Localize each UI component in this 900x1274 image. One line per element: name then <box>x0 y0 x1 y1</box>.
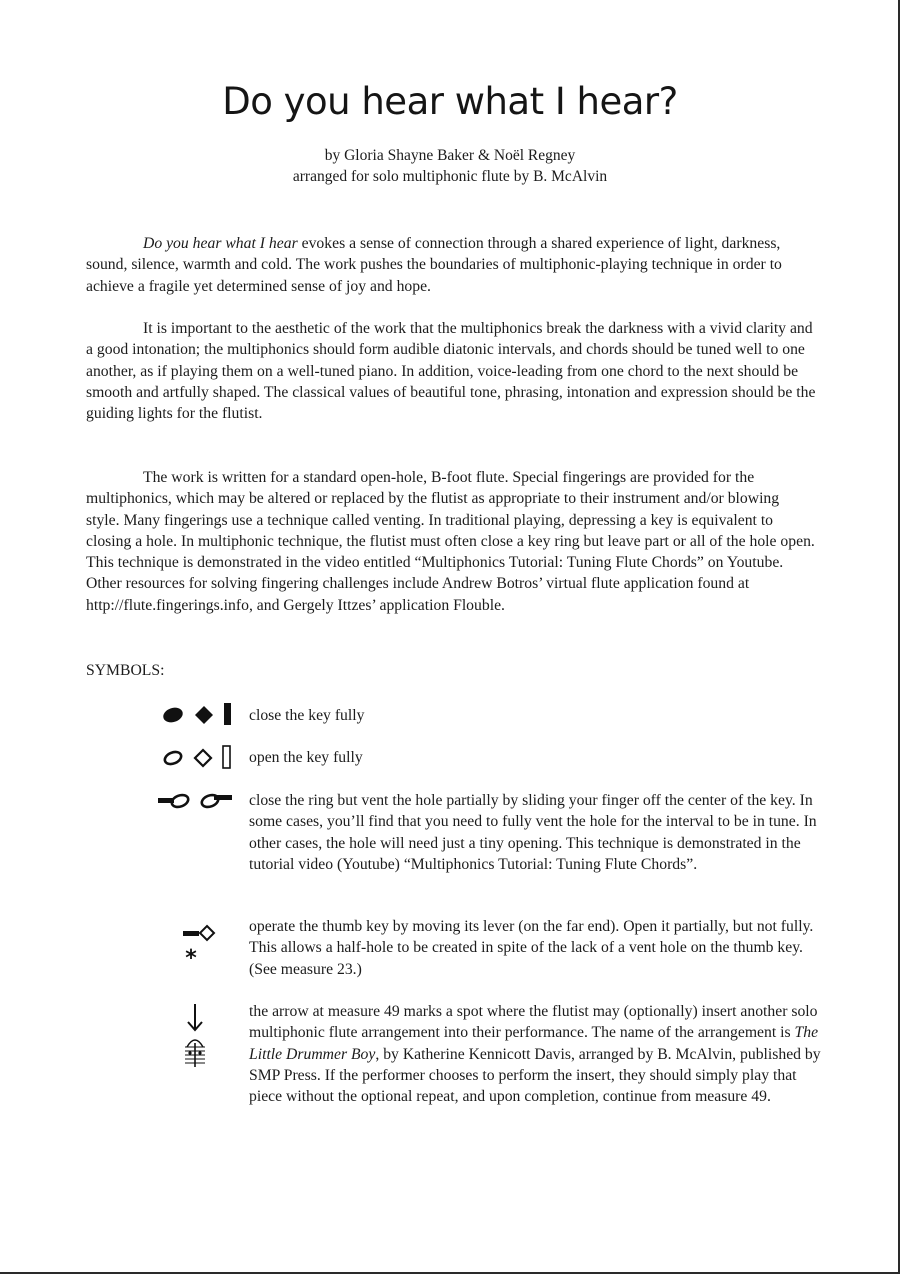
symbols-heading: SYMBOLS: <box>86 662 165 679</box>
work-title-italic: Do you hear what I hear <box>143 235 298 252</box>
insert-arrow-text-after: , by Katherine Kennicott Davis, arranged by B. McAlvin, published by SMP Press. If the performer chooses to perform the insert, they should simply play that piece without the optional repeat, and upon completion, continue from measure 49. <box>249 1045 821 1106</box>
composer-credit: by Gloria Shayne Baker & Noël Regney <box>324 147 576 164</box>
filled-key-icons <box>160 703 236 725</box>
vent-key-description: close the ring but vent the hole partially by sliding your finger off the center of the key. In some cases, you’ll find that you need to fully vent the hole for the interval to be in tune. In other cases, the hole will need just a tiny opening. This technique is demonstrated in the tutorial video (Youtube) “Multiphonics Tutorial: Tuning Flute Chords”. <box>249 792 817 873</box>
intro-paragraph-2: It is important to the aesthetic of the work that the multiphonics break the darkness with a vivid clarity and a good intonation; the multiphonics should form audible diatonic intervals, and chords should be tuned well to one another, as if playing them on a well-tuned piano. In addition, voice-leading from one chord to the next should be smooth and artfully shaped. The classical values of beautiful tone, phrasing, intonation and expression should be the guiding lights for the flutist. <box>86 320 816 423</box>
page-title: Do you hear what I hear? <box>222 80 678 123</box>
insert-piece-title: The Little Drummer Boy <box>249 1024 819 1063</box>
open-key-icons <box>160 745 236 769</box>
vented-ring-icons <box>156 790 236 812</box>
insert-arrow-text-before: the arrow at measure 49 marks a spot where the flutist may (optionally) insert another solo multiphonic flute arrangement into their performance. The name of the arrangement is <box>249 1003 818 1042</box>
open-key-description: open the key fully <box>249 749 363 766</box>
insert-arrow-icon <box>178 1003 212 1069</box>
insert-arrow-description <box>249 1001 824 1107</box>
thumb-lever-icon <box>180 922 220 968</box>
intro-paragraph-1-text: evokes a sense of connection through a shared experience of light, darkness, sound, silence, warmth and cold. The work pushes the boundaries of multiphonic-playing technique in order to achieve a fragile yet determined sense of joy and hope. <box>86 235 782 295</box>
intro-paragraph-3: The work is written for a standard open-hole, B-foot flute. Special fingerings are provided for the multiphonics, which may be altered or replaced by the flutist as appropriate to their instrument and/or blowing style. Many fingerings use a technique called venting. In traditional playing, depressing a key is equivalent to closing a hole. In multiphonic technique, the flutist must often close a key ring but leave part or all of the hole open. This technique is demonstrated in the video entitled “Multiphonics Tutorial: Tuning Flute Chords” on Youtube. Other resources for solving fingering challenges include Andrew Botros’ virtual flute application found at http://flute.fingerings.info, and Gergely Ittzes’ application Flouble. <box>86 469 815 614</box>
close-key-description: close the key fully <box>249 707 365 724</box>
thumb-key-description: operate the thumb key by moving its lever (on the far end). Open it partially, but not fully. This allows a half-hole to be created in spite of the lack of a vent hole on the thumb key. (See measure 23.) <box>249 918 814 978</box>
intro-paragraph-1 <box>86 233 816 297</box>
arranger-credit: arranged for solo multiphonic flute by B. McAlvin <box>292 168 608 185</box>
svg-text:*: * <box>185 946 197 968</box>
